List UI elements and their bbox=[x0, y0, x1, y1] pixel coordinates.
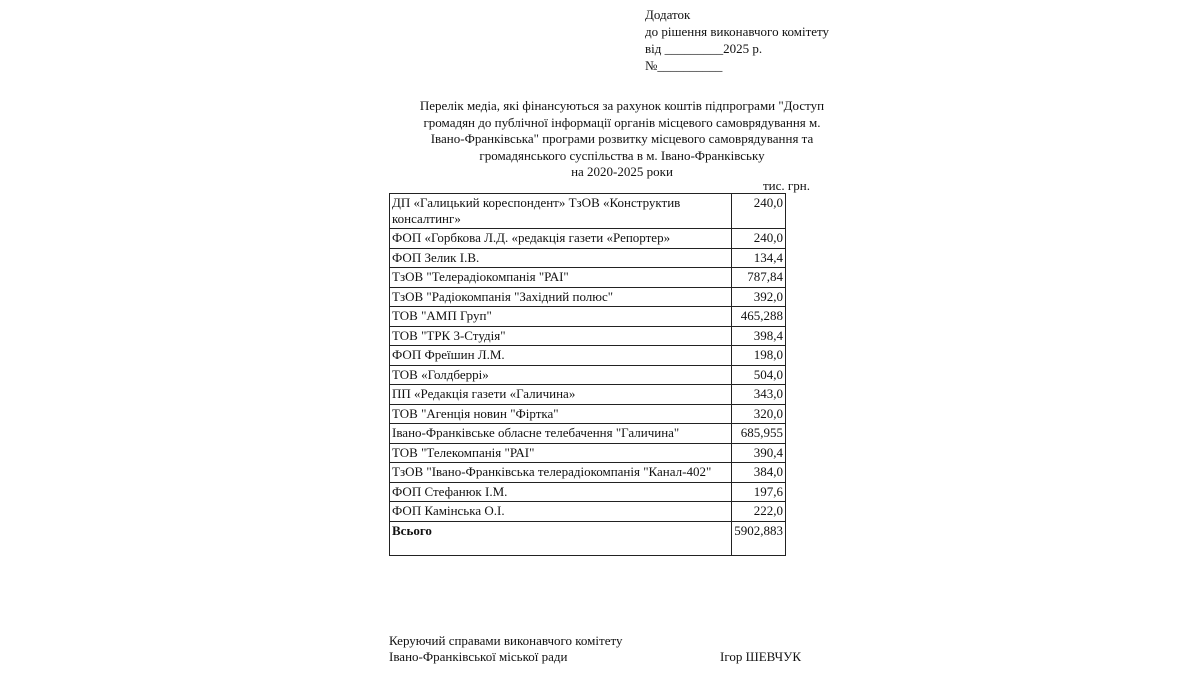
media-name: ТОВ "АМП Груп" bbox=[390, 307, 732, 327]
signatory-organization: Івано-Франківської міської ради bbox=[389, 649, 568, 664]
media-name: ТзОВ "Івано-Франківська телерадіокомпанія "Канал-402" bbox=[390, 463, 732, 483]
table-row bbox=[390, 385, 786, 405]
title-line-2: громадян до публічної інформації органів місцевого самоврядування м. bbox=[423, 114, 821, 130]
signature-block bbox=[389, 633, 623, 665]
media-name: ФОП Зелик І.В. bbox=[390, 248, 732, 268]
media-name: ТОВ "ТРК 3-Студія" bbox=[390, 326, 732, 346]
total-row bbox=[390, 521, 786, 555]
table-row bbox=[390, 463, 786, 483]
table-row bbox=[390, 229, 786, 249]
table-row bbox=[390, 502, 786, 522]
media-name: ТОВ "Телекомпанія "РАІ" bbox=[390, 443, 732, 463]
media-amount: 398,4 bbox=[732, 326, 786, 346]
title-line-5: на 2020-2025 роки bbox=[571, 164, 673, 179]
media-amount: 320,0 bbox=[732, 404, 786, 424]
media-name: ТзОВ "Радіокомпанія "Західний полюс" bbox=[390, 287, 732, 307]
media-amount: 197,6 bbox=[732, 482, 786, 502]
title-line-3: Івано-Франківська" програми розвитку місцевого самоврядування та bbox=[430, 131, 814, 146]
table-row bbox=[390, 307, 786, 327]
media-name: ТзОВ "Телерадіокомпанія "РАІ" bbox=[390, 268, 732, 288]
media-name: ФОП «Горбкова Л.Д. «редакція газети «Репортер» bbox=[390, 229, 732, 249]
media-name: ТОВ "Агенція новин "Фіртка" bbox=[390, 404, 732, 424]
currency-unit: тис. грн. bbox=[763, 178, 810, 193]
media-amount: 685,955 bbox=[732, 424, 786, 444]
media-name: Івано-Франківське обласне телебачення "Галичина" bbox=[390, 424, 732, 444]
table-row bbox=[390, 194, 786, 229]
media-amount: 390,4 bbox=[732, 443, 786, 463]
table-row bbox=[390, 248, 786, 268]
table-row bbox=[390, 443, 786, 463]
title-line-4: громадянського суспільства в м. Івано-Франківську bbox=[479, 147, 765, 163]
signatory-position: Керуючий справами виконавчого комітету bbox=[389, 633, 623, 648]
annex-title: Додаток bbox=[645, 7, 691, 22]
media-name: ДП «Галицький кореспондент» ТзОВ «Конструктив консалтинг» bbox=[390, 194, 732, 229]
total-label: Всього bbox=[390, 521, 732, 555]
annex-block bbox=[645, 6, 829, 74]
media-funding-table bbox=[389, 193, 786, 556]
title-line-1: Перелік медіа, які фінансуються за рахунок коштів підпрограми "Доступ bbox=[419, 98, 825, 113]
media-amount: 240,0 bbox=[732, 229, 786, 249]
table-row bbox=[390, 326, 786, 346]
table-row bbox=[390, 287, 786, 307]
media-amount: 134,4 bbox=[732, 248, 786, 268]
media-name: ФОП Камінська О.І. bbox=[390, 502, 732, 522]
media-amount: 504,0 bbox=[732, 365, 786, 385]
media-name: ПП «Редакція газети «Галичина» bbox=[390, 385, 732, 405]
signatory-name: Ігор ШЕВЧУК bbox=[720, 649, 801, 664]
table-row bbox=[390, 404, 786, 424]
media-amount: 198,0 bbox=[732, 346, 786, 366]
media-name: ТОВ «Голдберрі» bbox=[390, 365, 732, 385]
media-amount: 240,0 bbox=[732, 194, 786, 229]
table-row bbox=[390, 424, 786, 444]
table-row bbox=[390, 268, 786, 288]
table-row bbox=[390, 365, 786, 385]
document-title bbox=[392, 98, 852, 181]
media-amount: 222,0 bbox=[732, 502, 786, 522]
total-amount: 5902,883 bbox=[732, 521, 786, 555]
media-amount: 343,0 bbox=[732, 385, 786, 405]
table-row bbox=[390, 482, 786, 502]
media-amount: 787,84 bbox=[732, 268, 786, 288]
media-name: ФОП Фреїшин Л.М. bbox=[390, 346, 732, 366]
annex-date: від _________2025 р. bbox=[645, 41, 763, 56]
media-amount: 384,0 bbox=[732, 463, 786, 483]
media-name: ФОП Стефанюк І.М. bbox=[390, 482, 732, 502]
media-amount: 465,288 bbox=[732, 307, 786, 327]
annex-number: №__________ bbox=[645, 58, 723, 73]
annex-reference: до рішення виконавчого комітету bbox=[645, 24, 830, 39]
media-amount: 392,0 bbox=[732, 287, 786, 307]
table-row bbox=[390, 346, 786, 366]
